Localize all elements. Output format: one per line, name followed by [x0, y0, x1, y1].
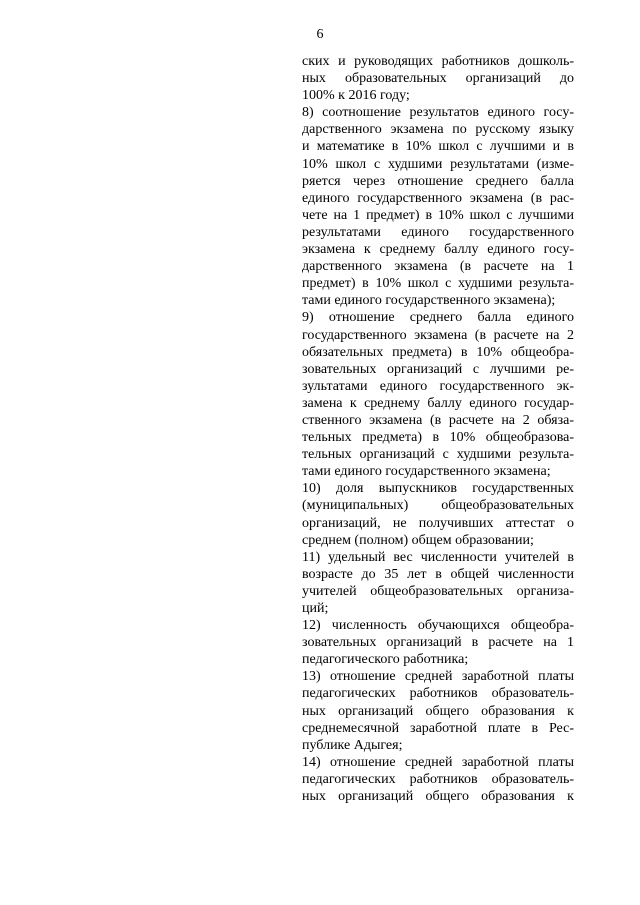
text-line: замена к среднему баллу единого государ-	[302, 395, 574, 411]
document-body	[302, 53, 574, 805]
text-line: ряется через отношение среднего балла	[302, 173, 574, 189]
text-line: ных образовательных организаций до	[302, 71, 574, 87]
text-line: 9) отношение среднего балла единого	[302, 310, 574, 326]
text-line: зовательных организаций в расчете на 1	[302, 635, 574, 651]
text-line: зовательных организаций с лучшими ре-	[302, 361, 574, 377]
text-line: 8) соотношение результатов единого госу-	[302, 105, 574, 121]
text-line: 14) отношение средней заработной платы	[302, 754, 574, 770]
text-line: 10) доля выпускников государственных	[302, 481, 574, 497]
text-line: дарственного экзамена по русскому языку	[302, 122, 574, 138]
text-line: (муниципальных) общеобразовательных	[302, 498, 574, 514]
text-line: педагогических работников образователь-	[302, 686, 574, 702]
text-line: дарственного экзамена (в расчете на 1	[302, 259, 574, 275]
text-line: чете на 1 предмет) в 10% школ с лучшими	[302, 207, 574, 223]
text-line: 12) численность обучающихся общеобра-	[302, 618, 574, 634]
text-line: ных организаций общего образования к	[302, 789, 574, 805]
text-line: ций;	[302, 601, 329, 616]
text-line: обязательных предмета) в 10% общеобра-	[302, 344, 574, 360]
text-line: ных организаций общего образования к	[302, 703, 574, 719]
text-line: ственного экзамена (в расчете на 2 обяза-	[302, 412, 574, 428]
text-line: ских и руководящих работников дошколь-	[302, 54, 574, 69]
text-line: единого государственного экзамена (в рас-	[302, 190, 574, 206]
text-line: организаций, не получивших аттестат о	[302, 515, 574, 531]
text-line: 11) удельный вес численности учителей в	[302, 549, 574, 565]
text-line: тами единого государственного экзамена;	[302, 464, 551, 480]
text-line: тельных организаций с худшими результа-	[302, 447, 574, 463]
text-line: зультатами единого государственного эк-	[302, 378, 574, 394]
text-line: результатами единого государственного	[302, 224, 574, 240]
text-line: 100% к 2016 году;	[302, 88, 410, 104]
text-line: государственного экзамена (в расчете на 2	[302, 327, 574, 343]
text-line: среднемесячной заработной плате в Рес-	[302, 720, 574, 736]
text-line: учителей общеобразовательных организа-	[302, 583, 574, 599]
text-line: педагогических работников образователь-	[302, 771, 574, 787]
text-line: и математике в 10% школ с лучшими и в	[302, 139, 574, 155]
text-line: публике Адыгея;	[302, 737, 403, 753]
text-line: возрасте до 35 лет в общей численности	[302, 566, 574, 582]
text-line: экзамена к среднему баллу единого госу-	[302, 242, 574, 258]
page-number: 6	[316, 27, 324, 42]
text-line: тельных предмета) в 10% общеобразова-	[302, 430, 574, 446]
text-line: тами единого государственного экзамена);	[302, 293, 556, 309]
text-line: 13) отношение средней заработной платы	[302, 669, 574, 685]
text-line: педагогического работника;	[302, 652, 469, 668]
text-line: среднем (полном) общем образовании;	[302, 532, 534, 548]
text-line: 10% школ с худшими результатами (изме-	[302, 156, 574, 172]
text-line: предмет) в 10% школ с худшими результа-	[302, 276, 574, 292]
